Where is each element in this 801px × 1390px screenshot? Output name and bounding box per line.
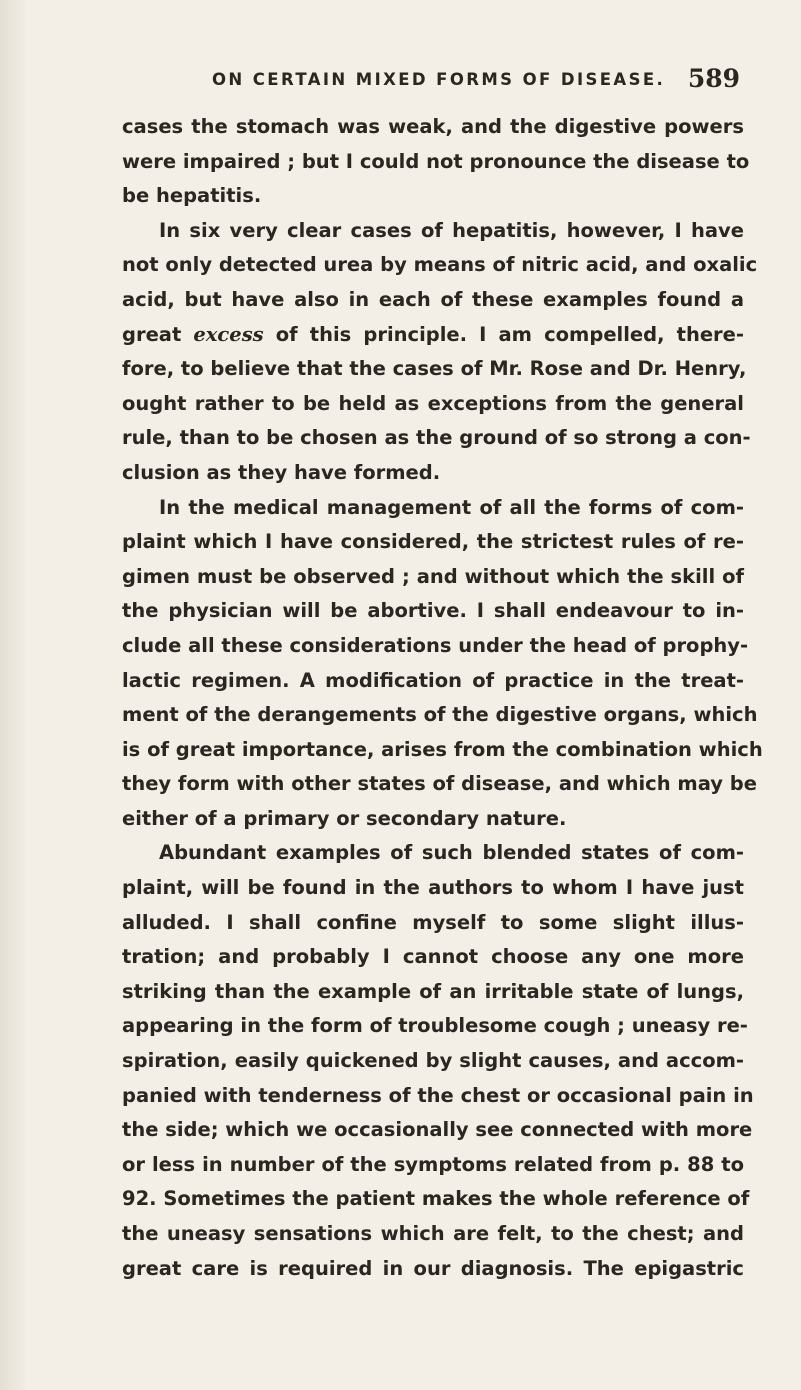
running-head — [122, 66, 742, 102]
text-line: cases the stomach was weak, and the digestive powers — [122, 115, 744, 138]
text-line: spiration, easily quickened by slight causes, and accom- — [122, 1049, 744, 1073]
running-title: ON CERTAIN MIXED FORMS OF DISEASE. — [212, 70, 666, 89]
text-line — [122, 318, 744, 353]
text-line: alluded. I shall confine myself to some slight illus- — [122, 910, 744, 934]
text-line: or less in number of the symptoms related from p. 88 to — [122, 1152, 744, 1176]
text-line: lactic regimen. A modification of practice in the treat- — [122, 668, 744, 692]
text-line: ment of the derangements of the digestive organs, which — [122, 703, 758, 727]
text-line: appearing in the form of troublesome cough ; uneasy re- — [122, 1014, 748, 1038]
text-line: the uneasy sensations which are felt, to the chest; and — [122, 1222, 744, 1245]
text-line: 92. Sometimes the patient makes the whole reference of — [122, 1187, 750, 1211]
text-line: striking than the example of an irritable state of lungs, — [122, 979, 744, 1003]
text-line: clude all these considerations under the head of prophy- — [122, 633, 749, 657]
text-line: be hepatitis. — [122, 184, 262, 208]
text-line: not only detected urea by means of nitric acid, and oxalic — [122, 253, 758, 277]
italic-word: excess — [193, 322, 264, 346]
text-line: either of a primary or secondary nature. — [122, 806, 567, 830]
text-line: rule, than to be chosen as the ground of so strong a con- — [122, 426, 751, 450]
text-line: plaint which I have considered, the strictest rules of re- — [122, 530, 744, 554]
paragraph-start-line: Abundant examples of such blended states of com- — [159, 841, 744, 865]
text-line: were impaired ; but I could not pronounce the disease to — [122, 149, 750, 173]
text-fragment: great — [122, 322, 194, 346]
text-line: panied with tenderness of the chest or occasional pain in — [122, 1083, 754, 1107]
text-line: they form with other states of disease, and which may be — [122, 772, 757, 796]
page-number: 589 — [687, 64, 740, 93]
paragraph-start-line: In six very clear cases of hepatitis, however, I have — [159, 218, 744, 242]
text-line: tration; and probably I cannot choose any one more — [122, 945, 744, 969]
text-line: is of great importance, arises from the combination which — [122, 737, 763, 761]
text-fragment: of this principle. I am compelled, there- — [263, 322, 744, 346]
text-line: the physician will be abortive. I shall endeavour to in- — [122, 599, 744, 623]
text-line: plaint, will be found in the authors to whom I have just — [122, 876, 744, 900]
text-line: great care is required in our diagnosis. The epigastric — [122, 1256, 744, 1280]
text-line: clusion as they have formed. — [122, 460, 441, 484]
text-line: the side; which we occasionally see connected with more — [122, 1118, 753, 1142]
text-line: ought rather to be held as exceptions from the general — [122, 391, 744, 415]
body-text — [122, 110, 763, 1286]
text-line: fore, to believe that the cases of Mr. Rose and Dr. Henry, — [122, 357, 747, 381]
text-line: acid, but have also in each of these examples found a — [122, 287, 744, 311]
text-line: gimen must be observed ; and without which the skill of — [122, 564, 744, 588]
paragraph-start-line: In the medical management of all the forms of com- — [159, 495, 744, 519]
